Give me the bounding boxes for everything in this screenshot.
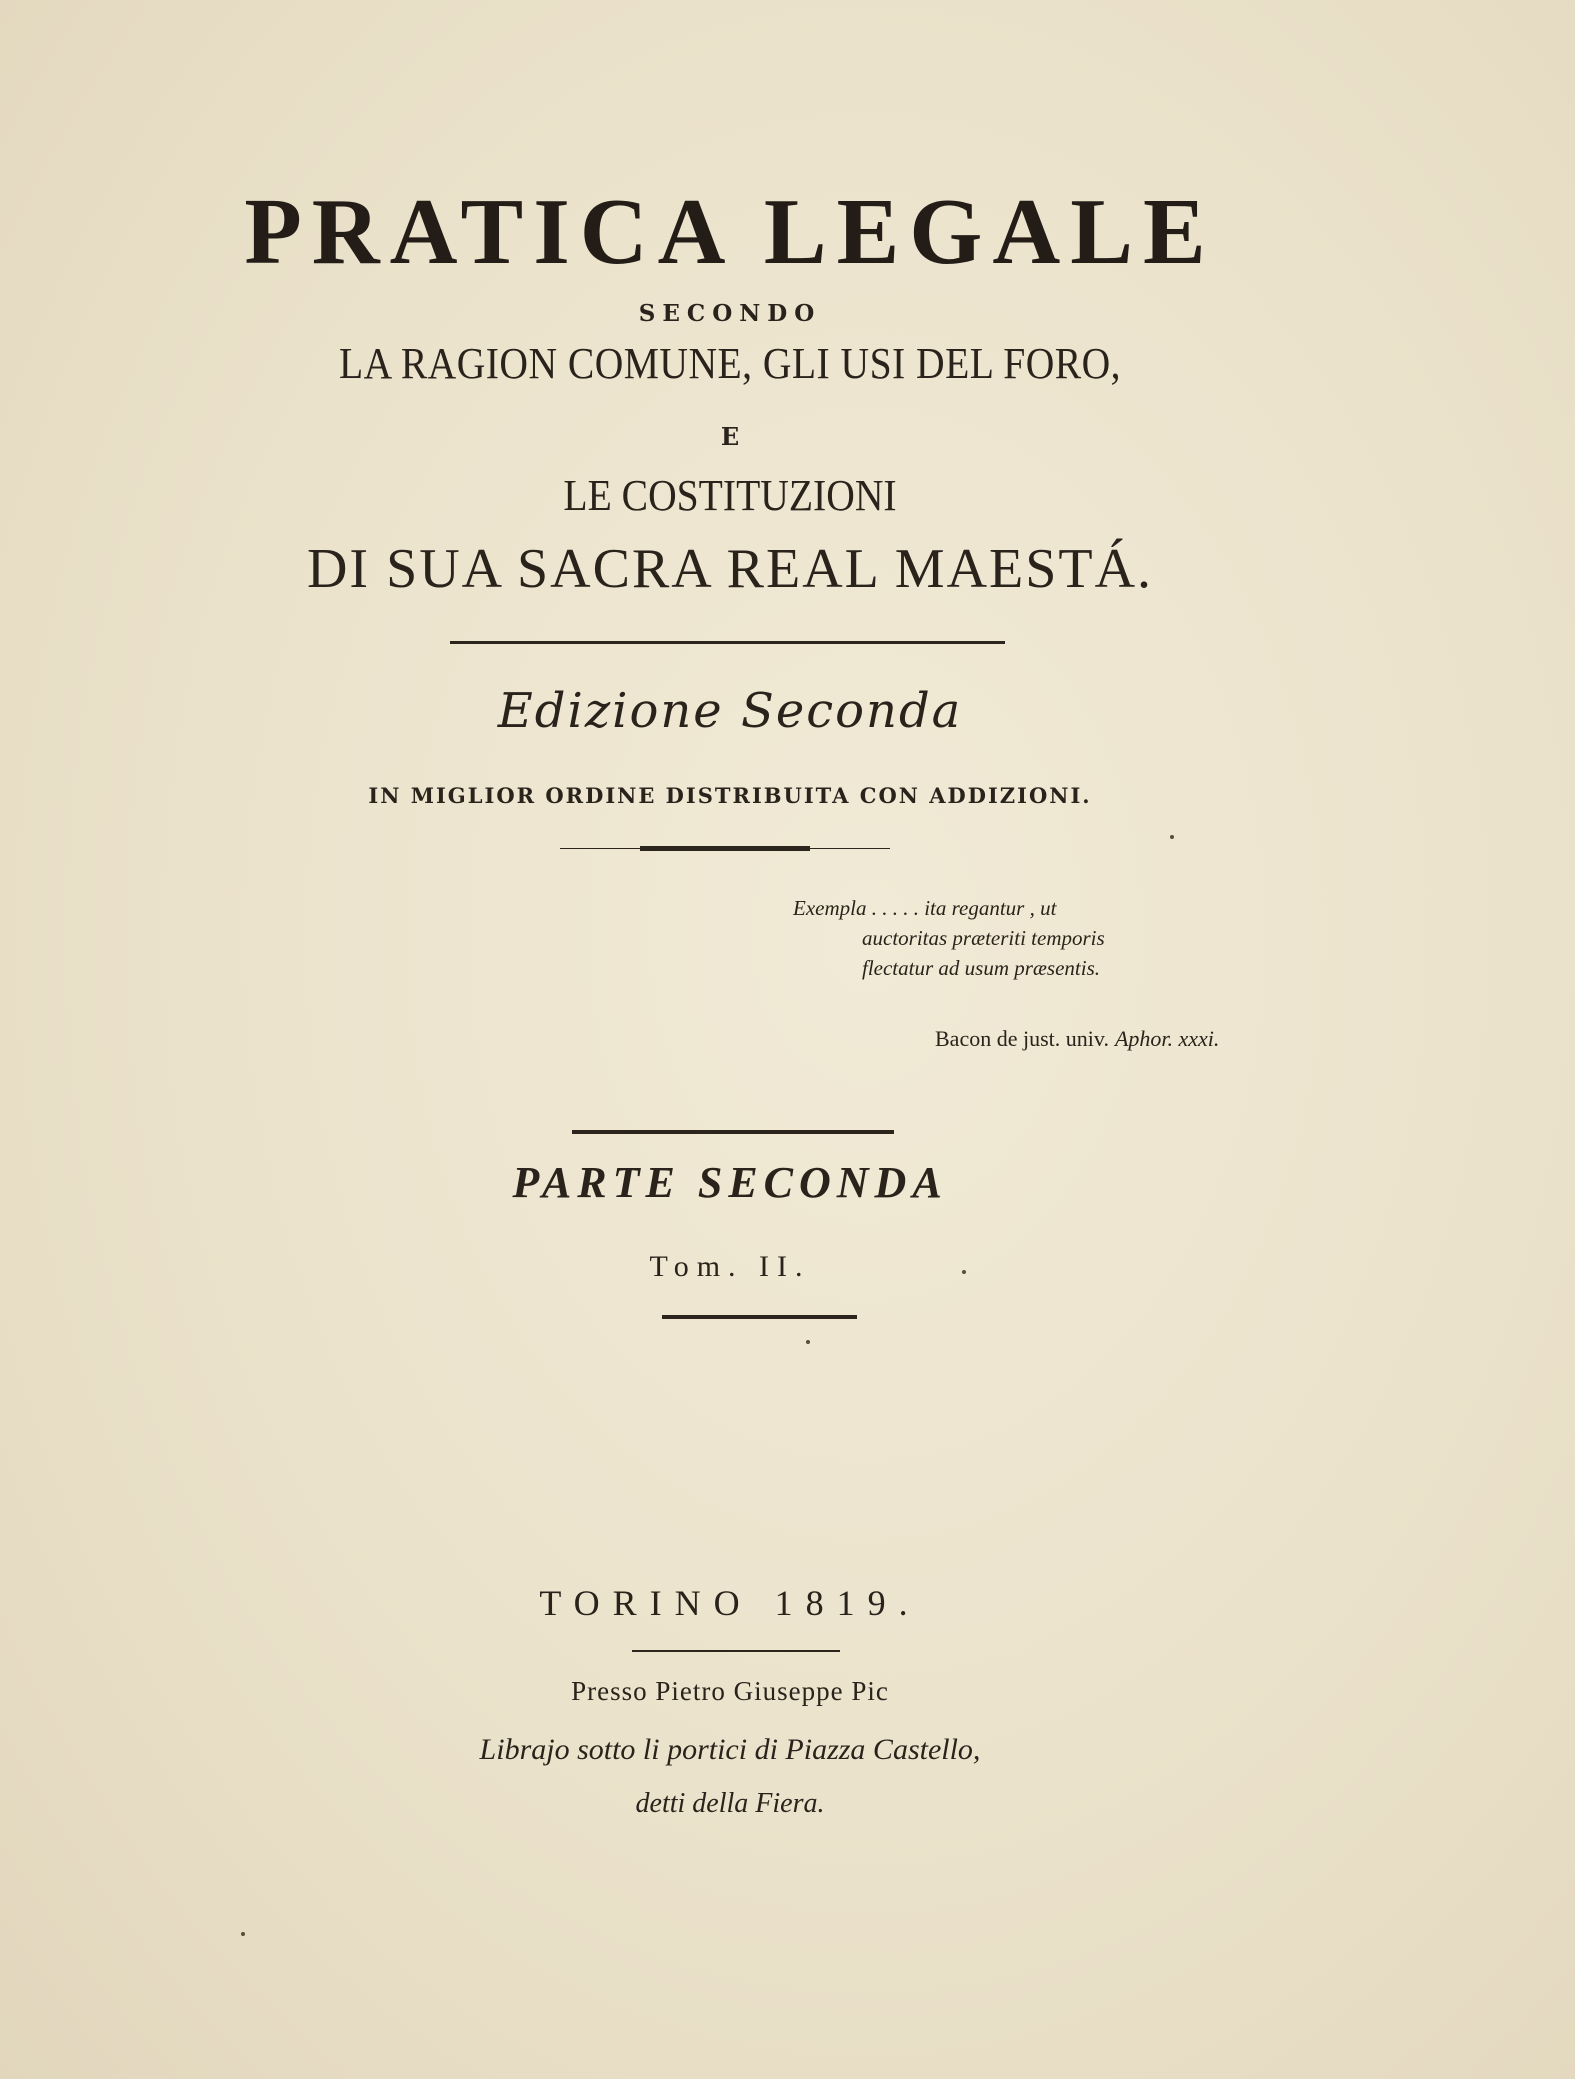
subtitle-conjunction: E [720,422,740,451]
imprint-city-year: TORINO 1819. [539,1583,921,1623]
motto-line-2: auctoritas præteriti temporis [862,926,1105,950]
paper-speck [1170,835,1174,839]
subtitle-maesta: DI SUA SACRA REAL MAESTÁ. [306,538,1154,600]
paper-speck [962,1270,966,1274]
motto-source-author: Bacon de just. univ. [935,1026,1109,1051]
book-title: PRATICA LEGALE [244,180,1216,284]
handwritten-edition-note: Edizione Seconda [497,683,963,739]
motto-attribution [935,1026,1219,1052]
volume-number: Tom. II. [649,1250,811,1283]
imprint-printer: Presso Pietro Giuseppe Pic [571,1676,889,1706]
imprint-address: Librajo sotto li portici di Piazza Castello, [479,1733,981,1766]
paper-speck [806,1340,810,1344]
divider-rule-3 [572,1130,894,1134]
subtitle-ragion-comune: LA RAGION COMUNE, GLI USI DEL FORO, [338,339,1122,388]
motto-source-reference: Aphor. xxxi. [1114,1026,1220,1051]
paper-speck [241,1932,245,1936]
divider-rule-4 [662,1315,857,1319]
distribution-note: IN MIGLIOR ORDINE DISTRIBUITA CON ADDIZIONI. [368,783,1092,808]
divider-rule-1 [450,641,1005,644]
subtitle-secondo: SECONDO [638,300,822,327]
motto-line-3: flectatur ad usum præsentis. [862,956,1101,980]
part-heading: PARTE SECONDA [512,1158,948,1207]
divider-rule-2-thick [640,846,810,851]
imprint-address-2: detti della Fiera. [635,1788,825,1819]
divider-rule-5 [632,1650,840,1652]
motto-line-1: Exempla . . . . . ita regantur , ut [793,896,1057,920]
subtitle-costituzioni: LE COSTITUZIONI [563,471,897,520]
